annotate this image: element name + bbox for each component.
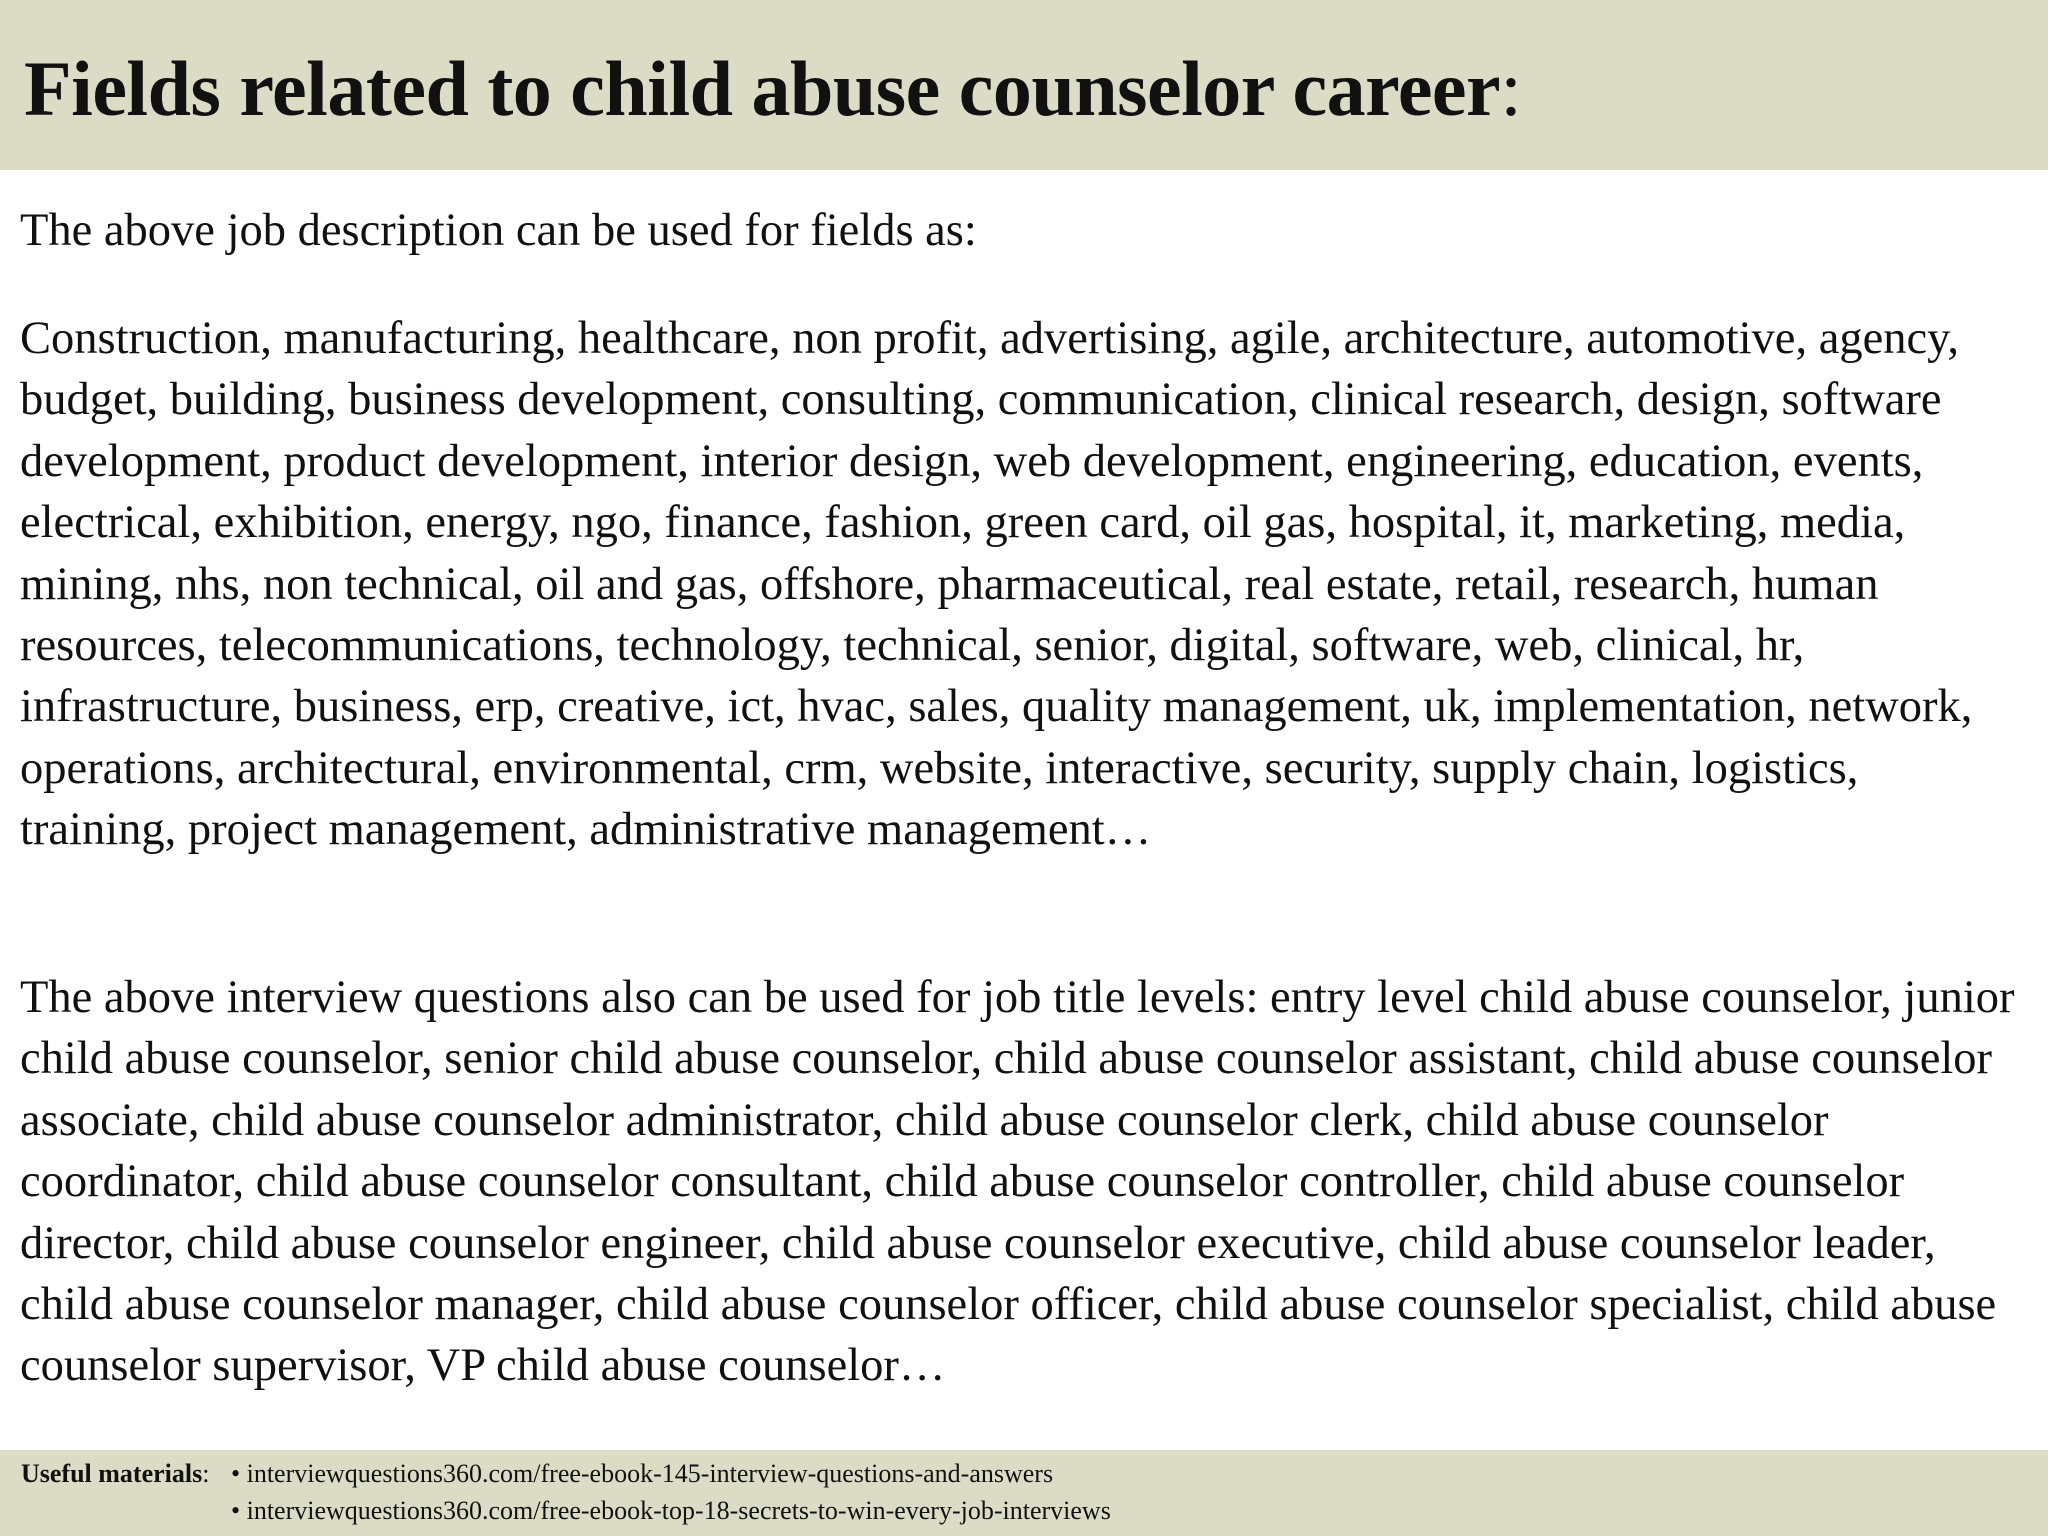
job-levels-paragraph: The above interview questions also can be used for job title levels: entry level child abuse counselor, junior child abuse counselor, senior child abuse counselor, child abuse counselor assistant, child abuse counselor associate, child abuse counselor administrator, child abuse counselor clerk, child abuse counselor coordinator, child abuse counselor consultant, child abuse counselor controller, child abuse counselor director, child abuse counselor engineer, child abuse counselor executive, child abuse counselor leader, child abuse counselor manager, child abuse counselor officer, child abuse counselor specialist, child abuse counselor supervisor, VP child abuse counselor… <box>20 972 2015 1392</box>
footer-link-ebook-145[interactable]: • interviewquestions360.com/free-ebook-145-interview-questions-and-answers <box>231 1459 1054 1488</box>
intro-paragraph: The above job description can be used for fields as: <box>20 205 977 256</box>
page-title-text: Fields related to child abuse counselor career <box>24 45 1501 132</box>
useful-materials-label-colon: : <box>202 1459 210 1488</box>
useful-materials-label-text: Useful materials <box>21 1459 203 1488</box>
footer-link-ebook-top-18[interactable]: • interviewquestions360.com/free-ebook-top-18-secrets-to-win-every-job-interviews <box>231 1496 1111 1525</box>
useful-materials-label <box>21 1456 209 1492</box>
page-title <box>24 40 1521 138</box>
page-title-colon: : <box>1500 45 1522 132</box>
fields-paragraph: Construction, manufacturing, healthcare, non profit, advertising, agile, architecture, automotive, agency, budget, building, business development, consulting, communication, clinical research, design, software development, product development, interior design, web development, engineering, education, events, electrical, exhibition, energy, ngo, finance, fashion, green card, oil gas, hospital, it, marketing, media, mining, nhs, non technical, oil and gas, offshore, pharmaceutical, real estate, retail, research, human resources, telecommunications, technology, technical, senior, digital, software, web, clinical, hr, infrastructure, business, erp, creative, ict, hvac, sales, quality management, uk, implementation, network, operations, architectural, environmental, crm, website, interactive, security, supply chain, logistics, training, project management, administrative management… <box>20 313 1973 856</box>
